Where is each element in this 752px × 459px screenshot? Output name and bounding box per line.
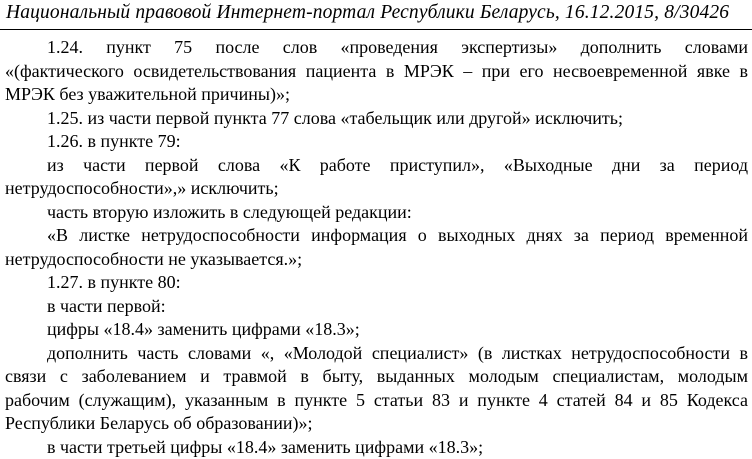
text-line: из части первой слова «К работе приступил», «Выходные дни за период (5, 154, 748, 178)
text-line: дополнить часть словами «, «Молодой специалист» (в листках нетрудоспособности в (5, 342, 748, 366)
text-line: 1.24. пункт 75 после слов «проведения экспертизы» дополнить словами (5, 36, 748, 60)
text-line: нетрудоспособности»,» исключить; (5, 177, 748, 201)
text-line: в части третьей цифры «18.4» заменить цифрами «18.3»; (5, 436, 748, 459)
text-line: 1.25. из части первой пункта 77 слова «табельщик или другой» исключить; (5, 107, 748, 131)
paragraph-1-27 (5, 271, 748, 295)
paragraph-young-specialist (5, 342, 748, 436)
text-line: МРЭК без уважительной причины)»; (5, 83, 748, 107)
paragraph-1-26 (5, 130, 748, 154)
text-line: рабочим (служащим), указанным в пункте 5 статьи 83 и пункте 4 статей 84 и 85 Кодекса (5, 389, 748, 413)
paragraph-part-one (5, 295, 748, 319)
text-line: нетрудоспособности не указывается.»; (5, 248, 748, 272)
text-line: Республики Беларусь об образовании)»; (5, 412, 748, 436)
document-body (5, 36, 748, 459)
paragraph-part-three (5, 436, 748, 459)
text-line: цифры «18.4» заменить цифрами «18.3»; (5, 318, 748, 342)
text-line: «В листке нетрудоспособности информация о выходных днях за период временной (5, 224, 748, 248)
portal-header-title: Национальный правовой Интернет-портал Республики Беларусь, 16.12.2015, 8/30426 (6, 2, 729, 24)
text-line: 1.26. в пункте 79: (5, 130, 748, 154)
paragraph-1-25 (5, 107, 748, 131)
paragraph-new-wording (5, 224, 748, 271)
paragraph-exclude-words (5, 154, 748, 201)
portal-header (0, 0, 752, 30)
text-line: «(фактического освидетельствования пациента в МРЭК – при его несвоевременной явке в (5, 60, 748, 84)
text-line: часть вторую изложить в следующей редакции: (5, 201, 748, 225)
paragraph-digits-replace (5, 318, 748, 342)
text-line: в части первой: (5, 295, 748, 319)
paragraph-1-24 (5, 36, 748, 107)
text-line: 1.27. в пункте 80: (5, 271, 748, 295)
paragraph-part-two (5, 201, 748, 225)
text-line: связи с заболеванием и травмой в быту, выданных молодым специалистам, молодым (5, 365, 748, 389)
